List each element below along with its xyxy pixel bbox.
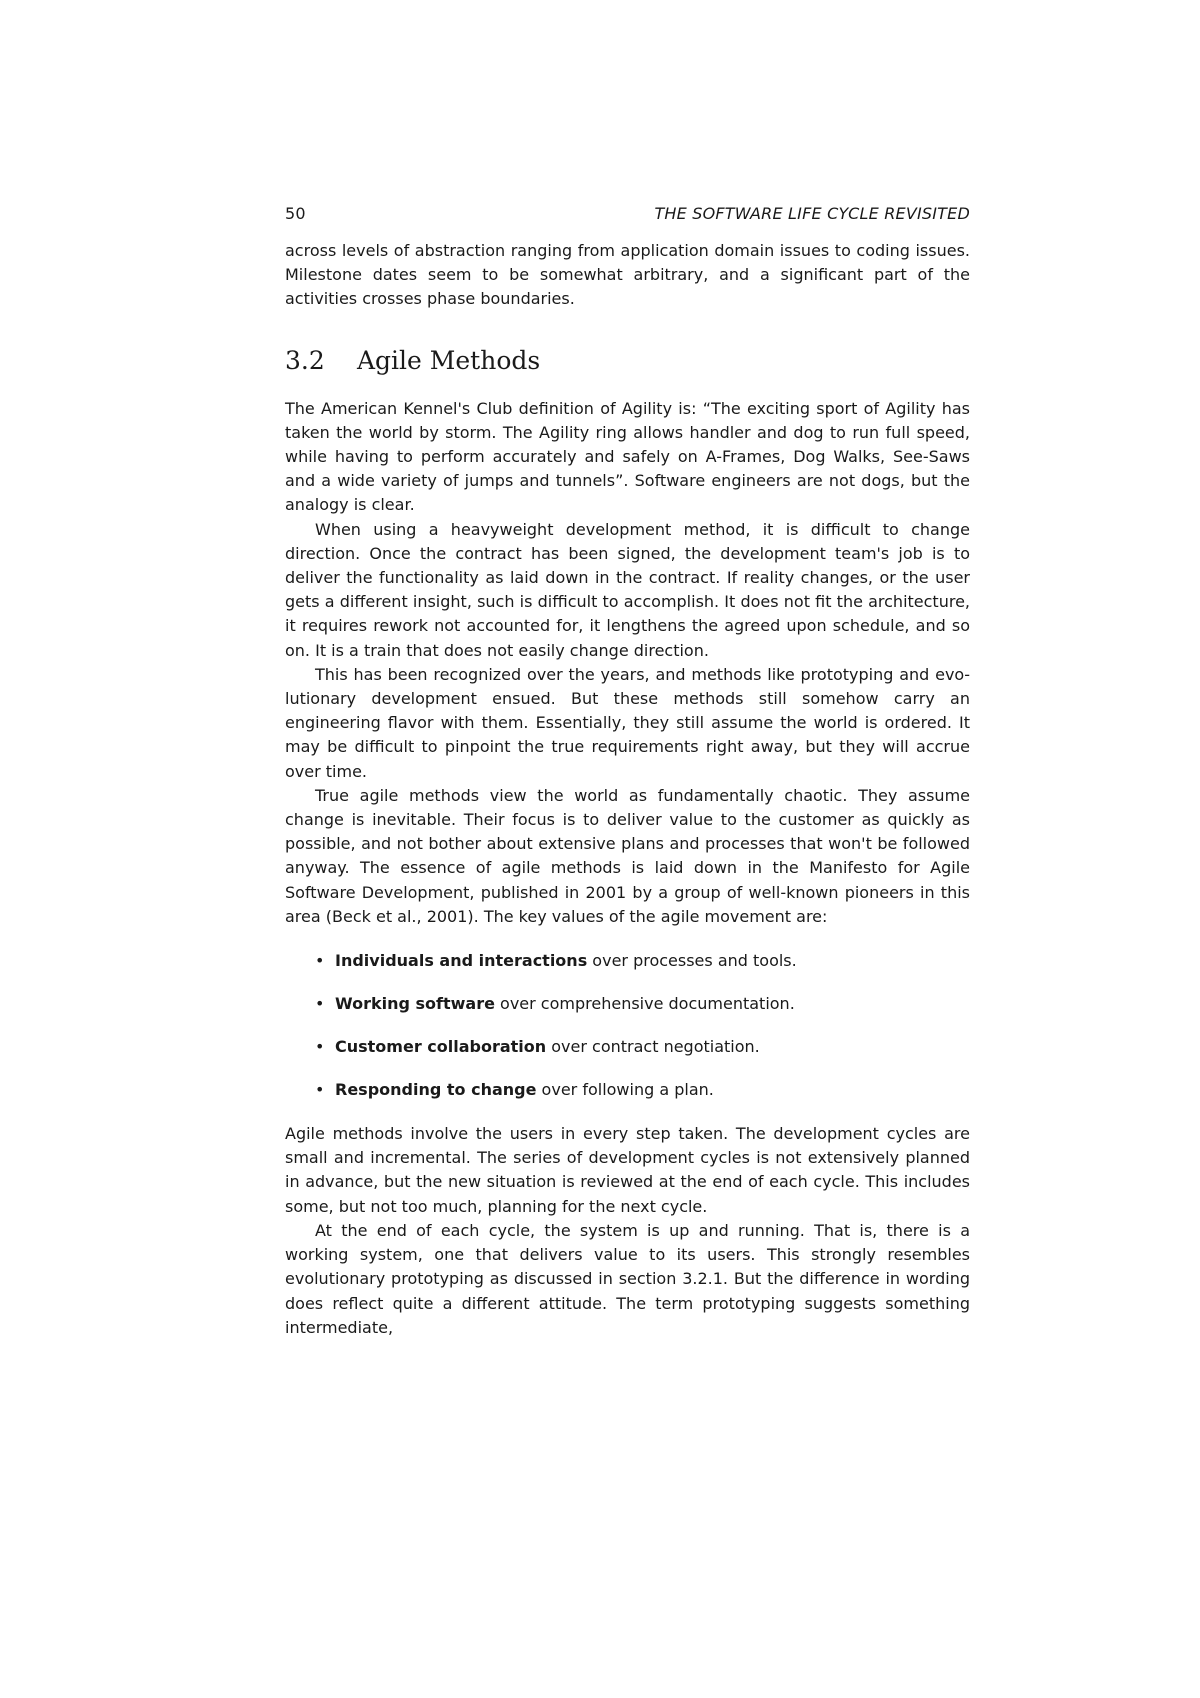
value-term: Responding to change — [335, 1080, 537, 1100]
paragraph-heavyweight-methods: When using a heavyweight development method, it is difficult to change direction. Once the contract has been signed, the development team's job is to deliver the functionality as laid down in the contract. If reality changes, or the user gets a different insight, such is difficult to accomplish. It does not fit the architecture, it requires rework not accounted for, it lengthens the agreed upon schedule, and so on. It is a train that does not easily change direction. — [285, 519, 970, 660]
paragraph-continuation: across levels of abstraction ranging from application domain issues to coding issues. Milestone dates seem to be somewhat arbitrary, and a significant part of the activities crosses phase boundaries. — [285, 241, 970, 309]
page-number: 50 — [285, 204, 306, 223]
running-head — [285, 204, 970, 223]
agile-values-list — [285, 949, 970, 1102]
section-heading — [285, 346, 970, 375]
paragraph-true-agile: True agile methods view the world as fundamentally chaotic. They assume change is inevitable. Their focus is to deliver value to the customer as quickly as possible, and not bother about extensive plans and processes that won't be followed anyway. The essence of agile methods is laid down in the Manifesto for Agile Software Development, published in 2001 by a group of well-known pioneers in this area (Beck et al., 2001). The key values of the agile movement are: — [285, 785, 970, 926]
value-term: Working software — [335, 994, 495, 1014]
list-item — [285, 949, 970, 973]
paragraph-agility-definition: The American Kennel's Club definition of Agility is: “The exciting sport of Agility has taken the world by storm. The Agility ring allows handler and dog to run full speed, while having to perform accurately and safely on A-Frames, Dog Walks, See-Saws and a wide variety of jumps and tunnels”. Software engineers are not dogs, but the analogy is clear. — [285, 398, 970, 515]
running-title: THE SOFTWARE LIFE CYCLE REVISITED — [654, 204, 970, 223]
list-item — [285, 1078, 970, 1102]
value-rest: over following a plan. — [536, 1080, 714, 1100]
section-number: 3.2 — [285, 345, 325, 375]
bullet-icon: • — [315, 951, 325, 971]
value-rest: over comprehensive documentation. — [494, 994, 795, 1014]
value-term: Customer collaboration — [335, 1037, 547, 1057]
bullet-icon: • — [315, 1080, 325, 1100]
value-term: Individuals and interactions — [335, 951, 588, 971]
value-rest: over processes and tools. — [587, 951, 797, 971]
list-item — [285, 992, 970, 1016]
list-item — [285, 1035, 970, 1059]
paragraph-prototyping: This has been recognized over the years, and methods like prototyping and evolutionary development ensued. But these methods still somehow carry an engineering flavor with them. Essentially, they still assume the world is ordered. It may be difficult to pinpoint the true requirements right away, but they will accrue over time. — [285, 664, 970, 781]
paragraph-user-involvement: Agile methods involve the users in every step taken. The development cycles are small and incremental. The series of development cycles is not extensively planned in advance, but the new situation is reviewed at the end of each cycle. This includes some, but not too much, planning for the next cycle. — [285, 1124, 970, 1216]
book-page — [285, 204, 970, 1340]
bullet-icon: • — [315, 1037, 325, 1057]
bullet-icon: • — [315, 994, 325, 1014]
value-rest: over contract negotiation. — [546, 1037, 760, 1057]
paragraph-working-system: At the end of each cycle, the system is up and running. That is, there is a working system, one that delivers value to its users. This strongly resembles evolutionary prototyping as discussed in section 3.2.1. But the difference in wording does reflect quite a different attitude. The term prototyping suggests something intermediate, — [285, 1220, 970, 1337]
section-title: Agile Methods — [357, 345, 541, 375]
